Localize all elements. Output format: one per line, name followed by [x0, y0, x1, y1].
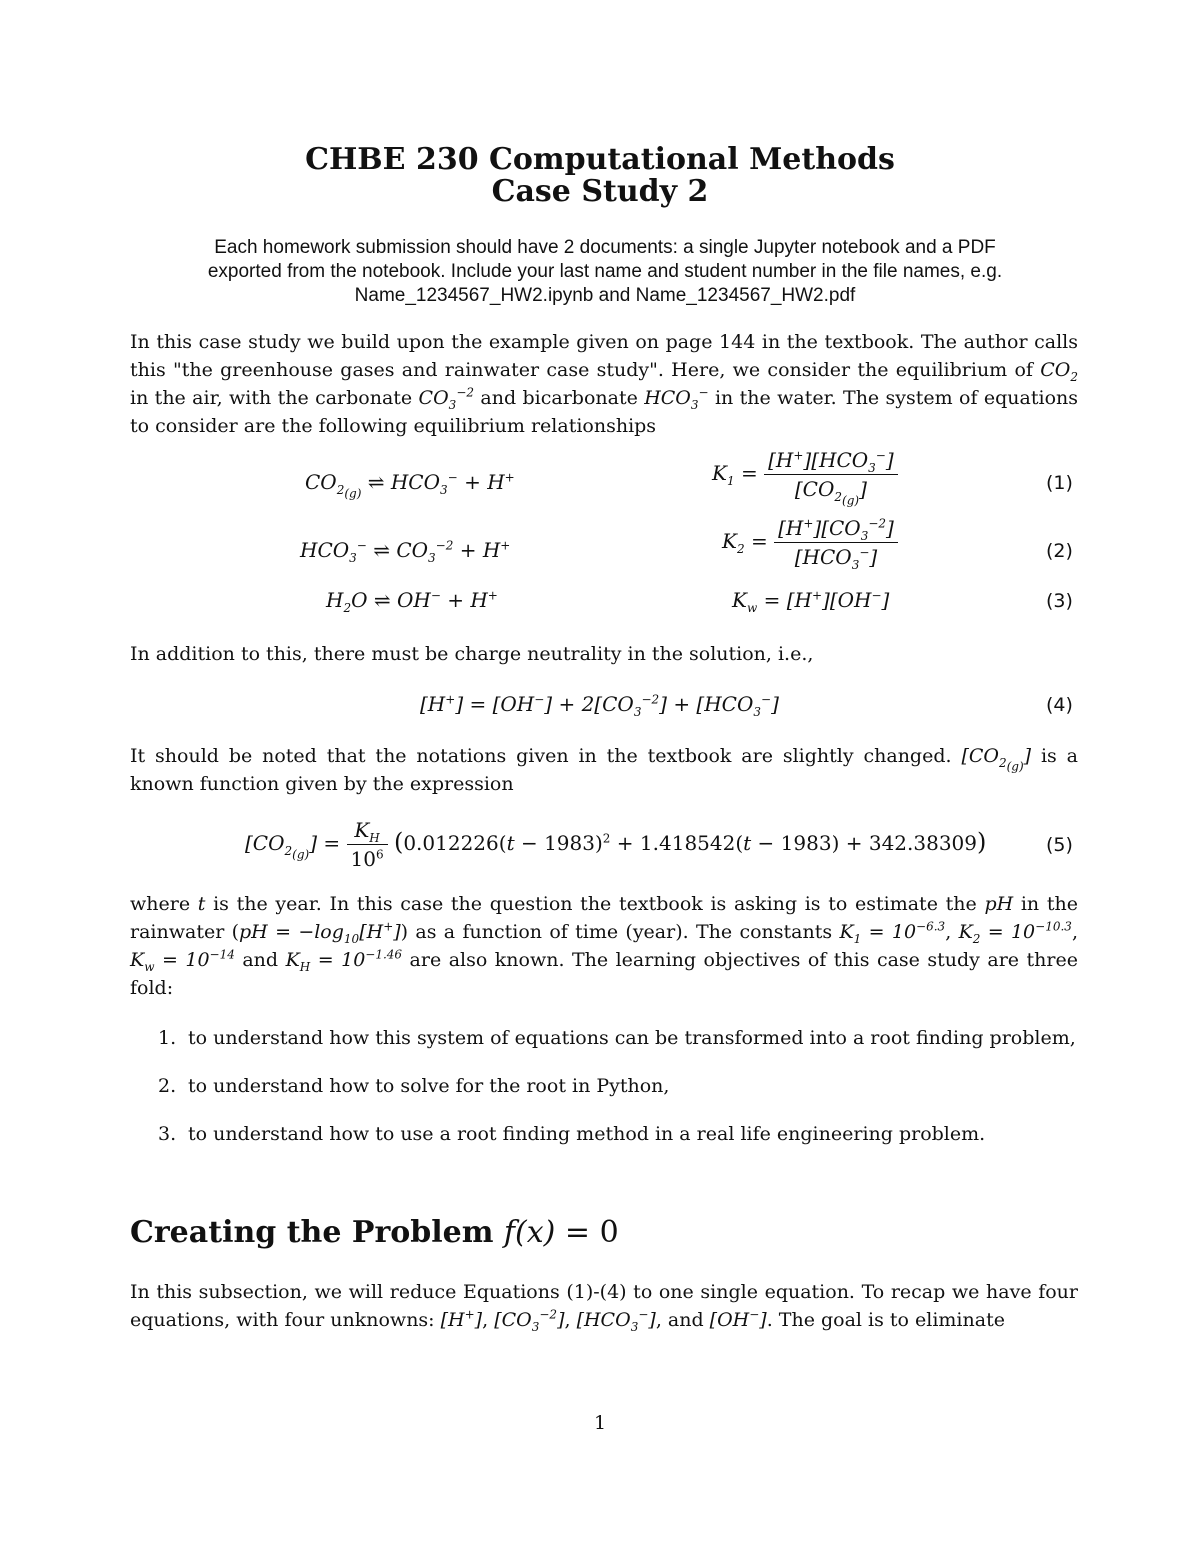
intro-paragraph — [130, 328, 1078, 440]
equation-1-constant: $K_1$ = $\frac{[H^+][HCO_3^-]}{[CO_{2_{(g)}}]}$ — [712, 448, 898, 501]
equation-2-constant: $K_2$ = $\frac{[H^+][CO_3^{-2}]}{[HCO_3^-]}$ — [722, 516, 898, 569]
charge-neutrality-text: In addition to this, there must be charge neutrality in the solution, i.e., — [130, 643, 814, 665]
math-k1: $K_1 = 10^{-6.3}$ — [839, 919, 946, 946]
list-item: 2. to understand how to solve for the root in Python, — [158, 1075, 670, 1097]
equation-5-number: (5) — [1046, 834, 1073, 856]
notation-text-2: is a known function given by the expression — [130, 745, 1079, 795]
intro-text-4: in the water. The system of equations to consider are the following equilibrium relationships — [130, 387, 1079, 437]
math-kh: $K_H = 10^{-1.46}$ — [285, 947, 403, 974]
math-co2: $CO_2$ — [1040, 359, 1078, 384]
equation-4-number: (4) — [1046, 694, 1073, 716]
document-title — [0, 144, 1200, 208]
submission-notice — [130, 236, 1080, 308]
equation-1-number: (1) — [1046, 472, 1073, 494]
notice-line-1: Each homework submission should have 2 documents: a single Jupyter notebook and a PDF — [214, 237, 996, 258]
notation-paragraph — [130, 742, 1078, 798]
math-ph-def: pH = $-\log_{10}[H^+]$ — [239, 919, 401, 946]
section-heading: Creating the Problem f(x) = 0 — [130, 1215, 619, 1250]
title-line-2: Case Study 2 — [491, 174, 709, 209]
math-co2g: $[CO_{2_{(g)}}]$ — [961, 745, 1032, 774]
intro-text-3: and bicarbonate — [474, 387, 645, 409]
math-k2: $K_2 = 10^{-10.3}$ — [958, 919, 1072, 946]
equation-5: $[CO_{2_{(g)}}]$ = $\frac{K_H}{10^6}$ $(0.012226(t - 1983)^2 + 1.418542(t - 1983) + 342.38309)$ — [245, 818, 987, 871]
equation-3-reaction: $H_2O$ ⇌ OH− + H+ — [326, 588, 498, 615]
notice-line-2: exported from the notebook. Include your last name and student number in the file names, e.g. — [207, 261, 1003, 282]
title-line-1: CHBE 230 Computational Methods — [305, 142, 895, 177]
math-co3: $CO_3^{-2}$ — [418, 385, 475, 412]
equation-2-reaction: $HCO_3^-$ ⇌ $CO_3^{-2} + H^+$ — [300, 538, 511, 565]
equation-2-number: (2) — [1046, 540, 1073, 562]
list-item: 1. to understand how this system of equations can be transformed into a root finding problem, — [158, 1027, 1076, 1049]
objectives-list — [130, 1024, 1078, 1148]
list-item: 3. to understand how to use a root finding method in a real life engineering problem. — [158, 1123, 986, 1145]
equation-1-reaction: $CO_{2_{(g)}}$ ⇌ $HCO_3^- + H^+$ — [305, 470, 515, 501]
intro-text-1: In this case study we build upon the example given on page 144 in the textbook. The author calls this "the greenhouse gases and rainwater case study". Here, we consider the equilibrium of — [130, 331, 1078, 381]
intro-text-2: in the air, with the carbonate — [130, 387, 419, 409]
equation-3-number: (3) — [1046, 590, 1073, 612]
math-hco3: $HCO_3^-$ — [644, 385, 709, 412]
notice-line-3: Name_1234567_HW2.ipynb and Name_1234567_HW2.pdf — [354, 285, 856, 306]
math-kw: $K_w = 10^{-14}$ — [130, 947, 235, 974]
notation-text-1: It should be noted that the notations given in the textbook are slightly changed. — [130, 745, 962, 767]
equation-4: $[H^+] = [OH^-] + 2[CO_3^{-2}] + [HCO_3^-]$ — [420, 692, 779, 719]
where-paragraph: where t is the year. In this case the question the textbook is asking is to estimate the pH in the rainwater $(pH = -\log_{10}[H^+])$ as a function of time (year). The constants $K_1 = 10^{-6.3}$, $K_2 = 10^{-10.3}$, $K_w = 10^{-14}$ and $K_H = 10^{-1.46}$ are also known. The learning objectives of this case study are three fold: — [130, 893, 1078, 999]
equation-3-constant: $K_w = [H^+][OH^-]$ — [732, 588, 890, 615]
subsection-paragraph: In this subsection, we will reduce Equations (1)-(4) to one single equation. To recap we have four equations, with four unknowns: [H+], $[CO_3^{-2}]$, $[HCO_3^-]$, and [OH−]. The goal is to eliminate — [130, 1281, 1078, 1334]
page-number: 1 — [593, 1412, 607, 1434]
